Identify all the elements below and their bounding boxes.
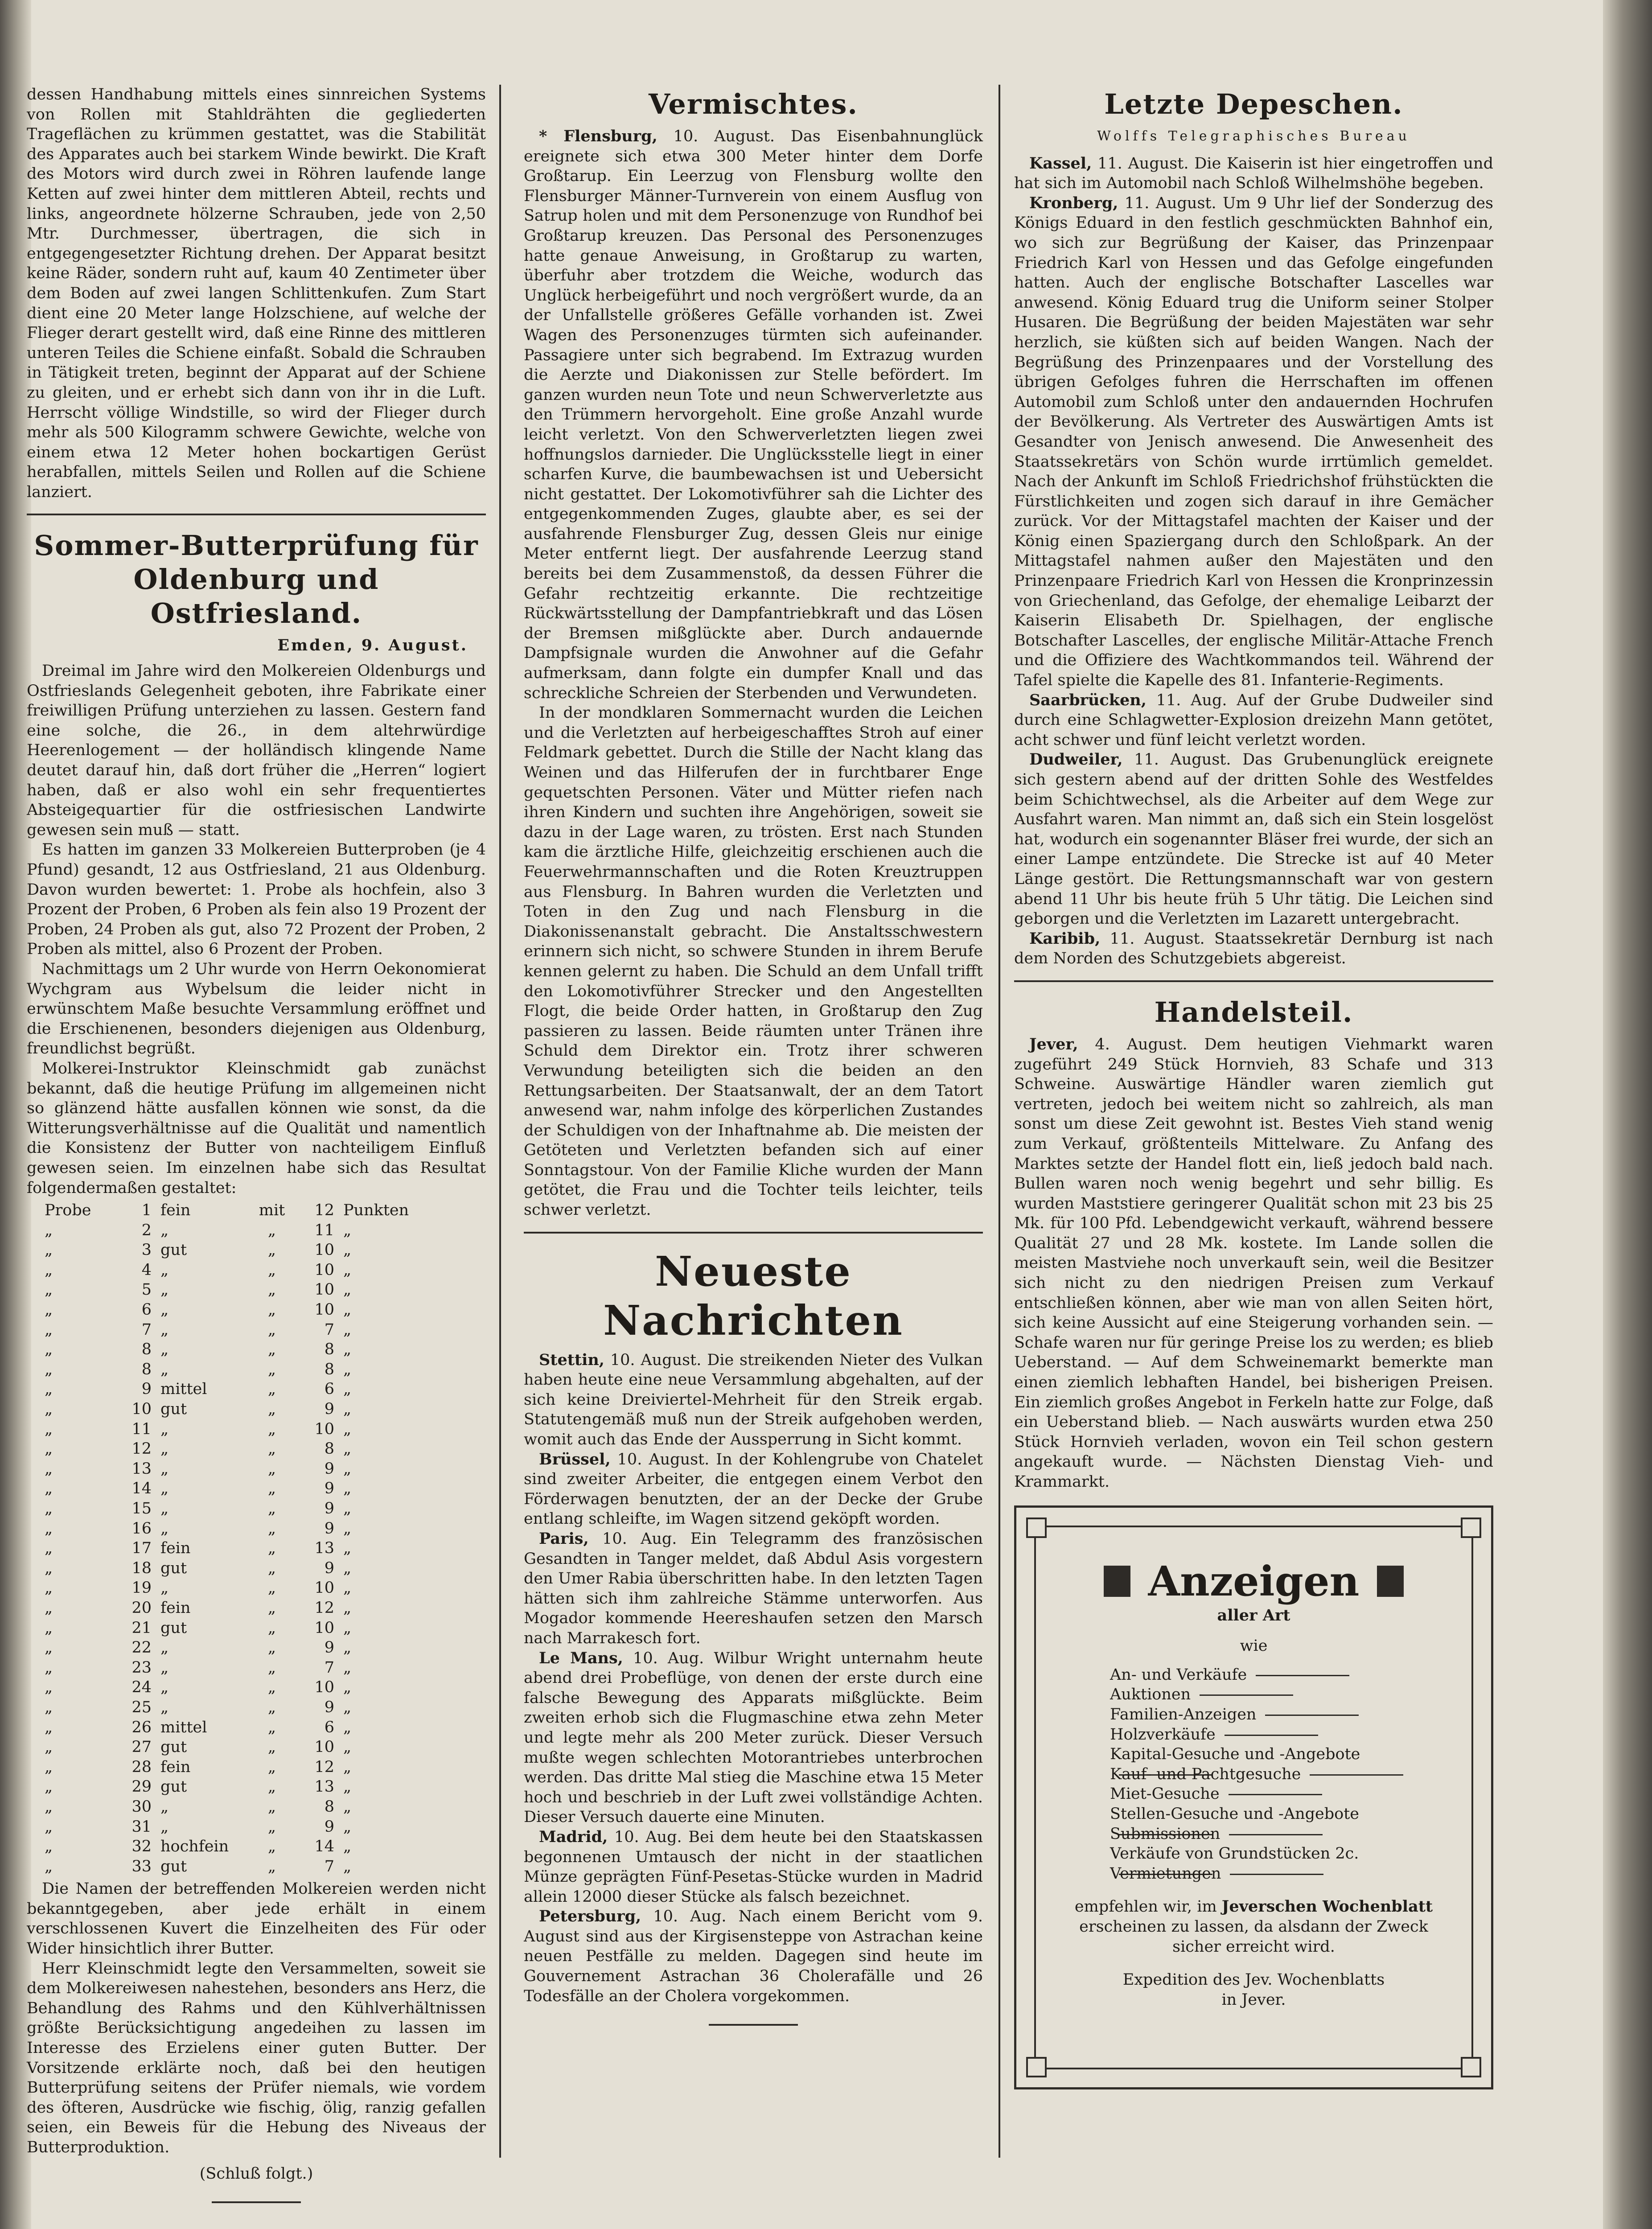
table-row: „ 29 gut „ 13 „ <box>45 1778 352 1796</box>
table-row: „ 14 „ „ 9 „ <box>45 1480 352 1498</box>
corner-ornament <box>1461 2057 1481 2077</box>
ad-wie: wie <box>1240 1637 1268 1655</box>
ad-text: erscheinen zu lassen, da alsdann der Zweck sicher erreicht wird. <box>1079 1917 1428 1956</box>
place-name: Karibib, <box>1029 929 1101 948</box>
news-text: 10. August. In der Kohlengrube von Chatelet sind zweiter Arbeiter, die entgegen einem Verbot den Förderwagen benutzten, der an der Decke der Grube entlang schleifte, im Wagen sitzend geköpft worden. <box>524 1450 983 1528</box>
table-row: „ 22 „ „ 9 „ <box>45 1639 352 1657</box>
news-item <box>524 1529 983 1649</box>
ad-list-item: Submissionen <box>1110 1824 1447 1844</box>
table-row: „ 28 fein „ 12 „ <box>45 1758 352 1776</box>
ad-signature: in Jever. <box>1221 1990 1286 2009</box>
dateline: Emden, 9. August. <box>277 636 468 655</box>
page-edge <box>1603 0 1652 2229</box>
ad-list-item: Kauf- und Pachtgesuche <box>1110 1764 1447 1785</box>
ad-list-item: Holzverkäufe <box>1110 1725 1447 1745</box>
ad-list-item: Miet-Gesuche <box>1110 1784 1447 1804</box>
table-row: „ 9 mittel „ 6 „ <box>45 1380 352 1398</box>
table-row: „ 12 „ „ 8 „ <box>45 1440 352 1458</box>
column-rule <box>999 85 1000 2158</box>
advertisement-box <box>1014 1505 1493 2089</box>
place-name: Paris, <box>539 1530 589 1548</box>
paragraph: 4. August. Dem heutigen Viehmarkt waren zugeführt 249 Stück Hornvieh, 83 Schafe und 313 Schweine. Auswärtige Händler waren ziemlich gut vertreten, jedoch bei weitem nicht so zahlreich, als man sonst um diese Zeit gewohnt ist. Bestes Vieh stand wenig zum Verkauf, größtenteils Mittelware. Zu Anfang des Marktes setzte der Handel flott ein, ließ jedoch bald nach. Bullen waren noch wenig begehrt und sehr billig. Es wurden Maststiere geringerer Qualität schon mit 23 bis 25 Mk. für 100 Pfd. Lebendgewicht verkauft, während bessere Qualität 27 und 28 Mk. kostete. Im Lande sollen die meisten Mastviehe noch unverkauft sein, weil die Besitzer sich nicht zu den niedrigen Preisen zum Verkauf entschließen können, aber wie man von allen Seiten hört, sich keine Aussicht auf eine Steigerung vorhanden sein. — Schafe waren nur für geringe Preise los zu werden; es blieb Ueberstand. — Auf dem Schweinemarkt bemerkte man einen ziemlich lebhaften Handel, bei bisherigen Preisen. Ein ziemlich großes Angebot in Ferkeln hatte zur Folge, daß ein Ueberstand blieb. — Nach auswärts wurden etwa 250 Stück Hornvieh verladen, wovon ein Teil schon gestern angekauft wurde. — Nächsten Dienstag Vieh- und Krammarkt. <box>1014 1035 1493 1491</box>
table-row: „ 24 „ „ 10 „ <box>45 1678 352 1697</box>
paragraph: Die Namen der betreffenden Molkereien werden nicht bekanntgegeben, aber jede erhält in einem verschlossenen Kuvert die Einzelheiten des Für oder Wider hinsichtlich ihrer Butter. <box>27 1880 486 1958</box>
place-name: Kassel, <box>1029 154 1092 173</box>
place-name: Jever, <box>1029 1035 1078 1053</box>
table-row: „ 23 „ „ 7 „ <box>45 1658 352 1677</box>
separator <box>27 514 486 515</box>
ornament-icon <box>1104 1566 1130 1597</box>
heading-neueste-nachrichten: Neueste Nachrichten <box>603 1247 904 1345</box>
table-row: „ 19 „ „ 10 „ <box>45 1579 352 1597</box>
ad-title <box>1061 1557 1447 1606</box>
column-middle <box>524 85 983 2044</box>
news-item <box>524 1450 983 1529</box>
place-name: Stettin, <box>539 1350 604 1369</box>
news-item <box>524 1350 983 1450</box>
column-right <box>1014 85 1493 2089</box>
table-row: „ 30 „ „ 8 „ <box>45 1797 352 1816</box>
article-continuation: dessen Handhabung mittels eines sinnreichen Systems von Rollen mit Stahldrähten die gegliederten Trageflächen zu krümmen gestattet, was die Stabilität des Apparates auch bei starkem Winde bewirkt. Die Kraft des Motors wird durch zwei in Röhren laufende lange Ketten auf zwei hinter dem mittleren Abteil, rechts und links, angeordnete hölzerne Schrauben, jede von 2,50 Mtr. Durchmesser, übertragen, die sich in entgegengesetzter Richtung drehen. Der Apparat besitzt keine Räder, sondern ruht auf, kaum 40 Zentimeter über dem Boden auf zwei langen Schlittenkufen. Zum Start dient eine 20 Meter lange Holzschiene, auf welche der Flieger derart gestellt wird, daß eine Rinne des mittleren unteren Teiles die Schiene einfaßt. Sobald die Schrauben in Tätigkeit treten, beginnt der Apparat auf der Schiene zu gleiten, und er erhebt sich dann von ihr in die Luft. Herrscht völlige Windstille, so wird der Flieger durch mehr als 500 Kilogramm schwere Gewichte, welche von einem etwa 12 Meter hohen bockartigen Gerüst herabfallen, mittels Seilen und Rollen auf die Schiene lanziert. <box>27 86 486 501</box>
table-row: „ 13 „ „ 9 „ <box>45 1460 352 1478</box>
news-text: 10. August. Die streikenden Nieter des Vulkan haben heute eine neue Versammlung abgehalten, auf der sich keine Dreiviertel-Mehrheit für den Streik ergab. Statutengemäß muß nun der Streik aufgehoben werden, womit auch das Ende der Aussperrung in Sicht kommt. <box>524 1351 983 1449</box>
table-row: „ 31 „ „ 9 „ <box>45 1818 352 1836</box>
news-item <box>524 1649 983 1827</box>
news-item <box>524 1907 983 2006</box>
ad-list-item: Vermietungen <box>1110 1864 1447 1884</box>
news-text: 10. Aug. Wilbur Wright unternahm heute abend drei Probeflüge, von denen der erste durch eine falsche Bewegung des Apparats mißglückte. Beim zweiten erhob sich die Flugmaschine etwa zehn Meter und legte mehr als 200 Meter zurück. Dieser Versuch mußte wegen schlechten Motorantriebes unterbrochen werden. Das dritte Mal stieg die Maschine etwa 15 Meter hoch und beschrieb in der Luft zwei vollständige Achten. Dieser Versuch dauerte eine Minuten. <box>524 1649 983 1826</box>
news-text: 11. August. Um 9 Uhr lief der Sonderzug des Königs Eduard in den festlich geschmückten Bahnhof ein, wo sich zur Begrüßung der Kaiser, das Prinzenpaar Friedrich Karl von Hessen und das Gefolge eingefunden hatten. Auch der englische Botschafter Lascelles war anwesend. König Eduard trug die Uniform seiner Stolper Husaren. Die Begrüßung der beiden Majestäten war sehr herzlich, sie küßten sich auf beiden Wangen. Nach der Begrüßung des Prinzenpaares und der Vorstellung des übrigen Gefolges fuhren die Herrschaften im offenen Automobil zum Schloß unter den andauernden Hochrufen der Bevölkerung. Als Vertreter des Auswärtigen Amts ist Gesandter von Jenisch anwesend. Die Anwesenheit des Staatssekretärs von Schön wurde irrtümlich gemeldet. Nach der Ankunft im Schloß Friedrichshof frühstückten die Fürstlichkeiten und zogen sich darauf in ihre Gemächer zurück. Vor der Mittagstafel machten der Kaiser und der König einen Spaziergang durch den Schloßpark. An der Mittagstafel nahmen außer den Majestäten und den Prinzenpaare Friedrich Karl von Hessen die Kronprinzessin von Griechenland, das Gefolge, der ehemalige Leibarzt der Kaiserin Elisabeth Dr. Spielhagen, der englische Botschafter Lascelles, der englische Militär-Attache French und die Offiziere des Wachtkommandos teil. Während der Tafel spielte die Kapelle des 81. Infanterie-Regiments. <box>1014 194 1493 690</box>
ad-text-bold: Jeverschen Wochenblatt <box>1221 1897 1433 1916</box>
place-name: Dudweiler, <box>1029 750 1123 769</box>
news-text: 11. Aug. Auf der Grube Dudweiler sind durch eine Schlagwetter-Explosion dreizehn Mann getötet, acht schwer und fünf leicht verletzt worden. <box>1014 691 1493 749</box>
table-row: „ 21 gut „ 10 „ <box>45 1619 352 1637</box>
column-rule <box>499 85 501 2158</box>
table-row: „ 3 gut „ 10 „ <box>45 1241 352 1259</box>
news-text: 10. Aug. Bei dem heute bei den Staatskassen begonnenen Umtausch der nicht in der staatlichen Münze geprägten Fünf-Pesetas-Stücke wurden in Madrid allein 12000 dieser Stücke als falsch bezeichnet. <box>524 1828 983 1906</box>
ad-subtitle: aller Art <box>1217 1606 1290 1624</box>
paragraph: In der mondklaren Sommernacht wurden die Leichen und die Verletzten auf herbeigeschafftes Stroh auf einer Feldmark gebettet. Durch die Stille der Nacht klang das Weinen und das Hilferufen der in furchtbarer Enge gequetschten Personen. Väter und Mütter riefen nach ihren Kindern und suchten ihre Angehörigen, soweit sie dazu in der Lage waren, zu trösten. Erst nach Stunden kam die ärztliche Hilfe, gleichzeitig erschienen auch die Feuerwehrmannschaften und die Roten Kreuztruppen aus Flensburg. In Bahren wurden die Verletzten und Toten in den Zug und nach Flensburg in die Diakonissenanstalt gebracht. Die Anstaltsschwestern erinnern sich nicht, so schwere Stunden in ihrem Berufe kennen gelernt zu haben. Die Schuld an dem Unfall trifft den Lokomotivführer Strecker und den Angestellten Flogt, die beide Order hatten, in Großtarup den Zug passieren zu lassen. Beide räumten unter Tränen ihre Schuld dem Direktor ein. Trotz ihrer schweren Verwundung beteiligten sich die beiden an den Rettungsarbeiten. Der Staatsanwalt, der an dem Tatort anwesend war, nahm infolge des körperlichen Zustandes der Schuldigen von der Inhaftnahme ab. Die meisten der Getöteten und Verletzten befanden sich auf einer Sonntagstour. Von der Familie Kliche wurden der Mann getötet, die Frau und die Tochter teils leichter, teils schwer verletzt. <box>524 704 983 1219</box>
column-left <box>27 85 486 2221</box>
place-name: Madrid, <box>539 1827 608 1846</box>
corner-ornament <box>1026 2057 1047 2077</box>
news-item <box>1014 691 1493 750</box>
table-row: „ 2 „ „ 11 „ <box>45 1221 352 1239</box>
to-be-continued: (Schluß folgt.) <box>199 2164 313 2183</box>
heading-handelsteil: Handelsteil. <box>1154 995 1353 1028</box>
table-row: „ 17 fein „ 13 „ <box>45 1539 352 1558</box>
ad-list <box>1110 1665 1447 1884</box>
table-row: „ 7 „ „ 7 „ <box>45 1320 352 1339</box>
table-row: „ 32 hochfein „ 14 „ <box>45 1838 352 1856</box>
table-row: „ 8 „ „ 8 „ <box>45 1341 352 1359</box>
paragraph: 10. August. Das Eisenbahnunglück ereignete sich etwa 300 Meter hinter dem Dorfe Großtarup. Ein Leerzug von Flensburg wollte den Flensburger Männer-Turnverein von einem Ausflug von Satrup holen und mit dem Personenzuge von Rundhof bei Großtarup kreuzen. Das Personal des Personenzuges hatte genaue Anweisung, in Großtarup zu warten, überfuhr aber trotzdem die Weiche, wodurch das Unglück herbeigeführt und noch vergrößert wurde, da an der Unfallstelle größeres Gefälle vorhanden ist. Zwei Wagen des Personenzuges türmten sich aufeinander. Passagiere unter sich begrabend. Im Extrazug wurden die Aerzte und Diakonissen zur Stelle befördert. Im ganzen wurden neun Tote und neun Schwerverletzte aus den Trümmern hervorgeholt. Eine große Anzahl wurde leicht verletzt. Von den Schwerverletzten liegen zwei hoffnungslos darnieder. Die Unglücksstelle liegt in einer scharfen Kurve, die baumbewachsen ist und Uebersicht nicht gestattet. Der Lokomotivführer sah die Lichter des entgegenkommenden Zuges, glaubte aber, es sei der ausfahrende Flensburger Zug, dessen Gleis nur einige Meter entfernt liegt. Der ausfahrende Leerzug stand bereits bei dem Zusammenstoß, da dessen Führer die Gefahr rechtzeitig erkannte. Die rechtzeitige Rückwärtsstellung der Dampfantriebkraft und das Lösen der Bremsen mißglückte aber. Durch andauernde Dampfsignale wurden die Anwohner auf die Gefahr aufmerksam, dann folgte ein dumpfer Knall und das schreckliche Schreien der Sterbenden und Verwundeten. <box>524 127 983 702</box>
heading-letzte-depeschen: Letzte Depeschen. <box>1104 88 1403 120</box>
heading-butterpruefung: Sommer-Butterprüfung für Oldenburg und Ostfriesland. <box>34 529 479 630</box>
news-text: 10. Aug. Ein Telegramm des französischen Gesandten in Tanger meldet, daß Abdul Asis vorgestern den Umer Rabia überschritten habe. In den letzten Tagen hätten sich ihm zahlreiche Stämme unterworfen. Aus Mogador kommende Heereshaufen setzen den Marsch nach Marrakesch fort. <box>524 1530 983 1647</box>
ornament-icon <box>1377 1566 1404 1597</box>
news-item <box>1014 929 1493 969</box>
table-row: „ 18 gut „ 9 „ <box>45 1559 352 1577</box>
corner-ornament <box>1026 1518 1047 1538</box>
table-row: „ 4 „ „ 10 „ <box>45 1261 352 1279</box>
ad-content <box>1061 1557 1447 2010</box>
table-row: „ 6 „ „ 10 „ <box>45 1301 352 1319</box>
results-table <box>45 1201 415 1876</box>
separator <box>1014 980 1493 982</box>
place-name: Saarbrücken, <box>1029 691 1147 709</box>
paragraph: Herr Kleinschmidt legte den Versammelten, soweit sie dem Molkereiwesen nahestehen, besonders ans Herz, die Behandlung des Rahms und den Kühlverhältnissen größte Berücksichtigung angedeihen zu lassen im Interesse des Erzielens einer guten Butter. Der Vorsitzende erklärte noch, daß bei den heutigen Butterprüfung seitens der Prüfer niemals, wie vordem des öfteren, Ausdrücke wie fischig, ölig, ranzig gefallen seien, ein Beweis für die Hebung des Niveaus der Butterproduktion. <box>27 1959 486 2156</box>
table-header: Probe 1 fein mit 12 Punkten <box>45 1201 409 1220</box>
place-name: * Flensburg, <box>539 127 658 145</box>
news-text: 11. August. Das Grubenunglück ereignete sich gestern abend auf der dritten Sohle des Westfeldes beim Schichtwechsel, als die Arbeiter auf dem Wege zur Ausfahrt waren. Man nimmt an, daß sich ein Stein losgelöst hat, wodurch ein sogenannter Bläser frei wurde, der sich an einer Lampe entzündete. Die Strecke ist auf 40 Meter Länge gestört. Die Rettungsmannschaft war von gestern abend 11 Uhr bis heute früh 5 Uhr tätig. Die Leichen sind geborgen und die Verletzten im Lazarett untergebracht. <box>1014 751 1493 928</box>
news-text: 10. Aug. Nach einem Bericht vom 9. August sind aus der Kirgisensteppe von Astrachan keine neuen Pestfälle zu melden. Dagegen sind heute im Gouvernement Astrachan 36 Cholerafälle und 26 Todesfälle an der Cholera vorgekommen. <box>524 1908 983 2005</box>
ad-signature: Expedition des Jev. Wochenblatts <box>1122 1971 1385 1989</box>
news-text: 11. August. Staatssekretär Dernburg ist nach dem Norden des Schutzgebiets abgereist. <box>1014 929 1493 968</box>
table-row: „ 15 „ „ 9 „ <box>45 1500 352 1518</box>
paragraph: Molkerei-Instruktor Kleinschmidt gab zunächst bekannt, daß die heutige Prüfung im allgemeinen nicht so glänzend hätte ausfallen können wie sonst, da die Witterungsverhältnisse auf die Qualität und namentlich die Konsistenz der Butter von nachteiligem Einfluß gewesen seien. Im einzelnen habe sich das Resultat folgendermaßen gestaltet: <box>27 1059 486 1197</box>
place-name: Brüssel, <box>539 1450 611 1468</box>
paragraph: Nachmittags um 2 Uhr wurde von Herrn Oekonomierat Wychgram aus Wybelsum die leider nicht in erwünschtem Maße besuchte Versammlung eröffnet und die Erschienenen, besonders diejenigen aus Oldenburg, freundlichst begrüßt. <box>27 960 486 1058</box>
table-row: „ 16 „ „ 9 „ <box>45 1519 352 1538</box>
news-item <box>1014 154 1493 193</box>
place-name: Kronberg, <box>1029 193 1118 212</box>
ad-list-item: Kapital-Gesuche und -Angebote <box>1110 1744 1447 1764</box>
table-row: „ 5 „ „ 10 „ <box>45 1281 352 1299</box>
ad-list-item: An- und Verkäufe <box>1110 1665 1447 1685</box>
table-row: „ 8 „ „ 8 „ <box>45 1360 352 1378</box>
ad-list-item: Familien-Anzeigen <box>1110 1705 1447 1725</box>
place-name: Petersburg, <box>539 1907 641 1926</box>
news-item <box>1014 193 1493 691</box>
ad-text: empfehlen wir, im <box>1074 1898 1222 1916</box>
ad-list-item: Auktionen <box>1110 1685 1447 1705</box>
table-row: „ 26 mittel „ 6 „ <box>45 1718 352 1736</box>
ad-list-item: Stellen-Gesuche und -Angebote <box>1110 1804 1447 1824</box>
separator <box>524 1232 983 1234</box>
end-rule <box>709 2024 798 2026</box>
table-row: „ 20 fein „ 12 „ <box>45 1599 352 1617</box>
ad-title-text: Anzeigen <box>1148 1557 1360 1605</box>
table-row: „ 33 gut „ 7 „ <box>45 1857 352 1875</box>
table-row: „ 25 „ „ 9 „ <box>45 1698 352 1716</box>
end-rule <box>212 2201 301 2203</box>
table-row: „ 27 gut „ 10 „ <box>45 1738 352 1756</box>
paragraph: Dreimal im Jahre wird den Molkereien Oldenburgs und Ostfrieslands Gelegenheit geboten, ihre Fabrikate einer freiwilligen Prüfung unterziehen zu lassen. Gestern fand eine solche, die 26., in dem altehrwürdige Heerenlogement — der holländisch klingende Name deutet darauf hin, daß dort früher die „Herren“ logiert haben, daß er also wohl ein sehr frequentiertes Absteigequartier für die ostfriesischen Landwirte gewesen sein muß — statt. <box>27 662 486 839</box>
place-name: Le Mans, <box>539 1649 623 1667</box>
table-row: „ 11 „ „ 10 „ <box>45 1420 352 1438</box>
corner-ornament <box>1461 1518 1481 1538</box>
paragraph: Es hatten im ganzen 33 Molkereien Butterproben (je 4 Pfund) gesandt, 12 aus Ostfriesland, 21 aus Oldenburg. Davon wurden bewertet: 1. Probe als hochfein, also 3 Prozent der Proben, 6 Proben als fein also 19 Prozent der Proben, 24 Proben als gut, also 72 Prozent der Proben, 2 Proben als mittel, also 6 Prozent der Proben. <box>27 841 486 958</box>
ad-list-item: Verkäufe von Grundstücken 2c. <box>1110 1844 1447 1864</box>
table-row: „ 10 gut „ 9 „ <box>45 1400 352 1419</box>
news-item <box>1014 750 1493 929</box>
heading-vermischtes: Vermischtes. <box>649 88 858 120</box>
agency-line: Wolffs Telegraphisches Bureau <box>1097 128 1410 144</box>
news-item <box>524 1827 983 1907</box>
news-text: 11. August. Die Kaiserin ist hier eingetroffen und hat sich im Automobil nach Schloß Wilhelmshöhe begeben. <box>1014 154 1493 193</box>
